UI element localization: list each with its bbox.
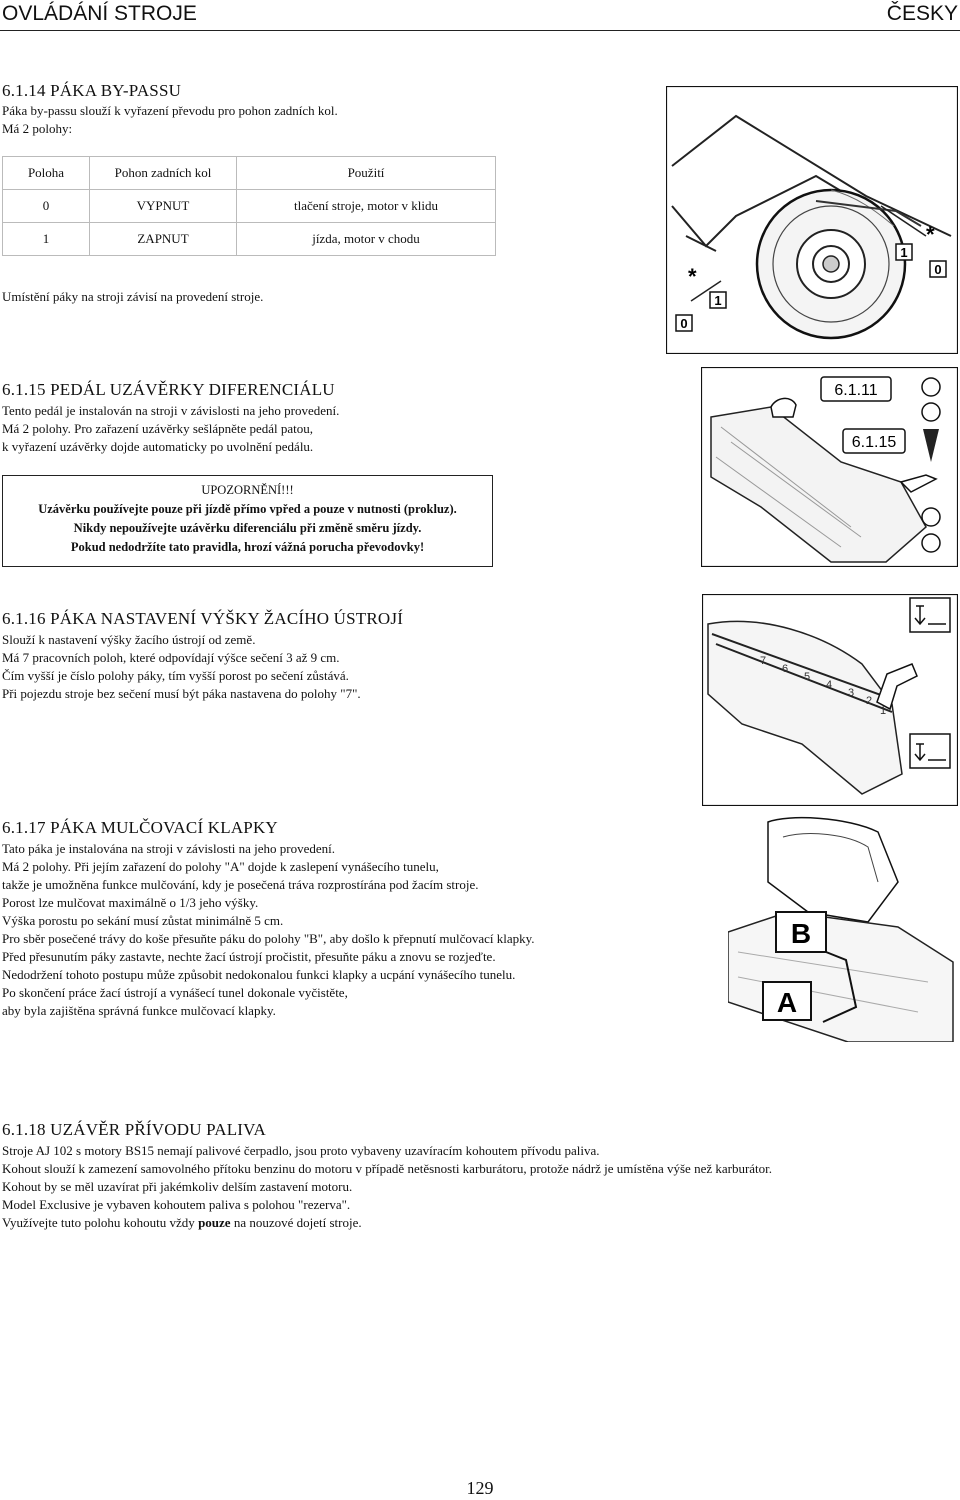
table-cell: VYPNUT [90,190,237,223]
section-6-1-15-title: 6.1.15 PEDÁL UZÁVĚRKY DIFERENCIÁLU [2,380,335,399]
text-line: Má 2 polohy. Pro zařazení uzávěrky sešlápněte pedál patou, [2,421,314,436]
header-language: ČESKY [886,2,958,25]
bypass-lever-figure [666,86,958,354]
scale-number: 2 [866,695,873,707]
table-cell: jízda, motor v chodu [237,223,496,256]
table-row [3,190,496,223]
label-6-1-11: 6.1.11 [834,382,878,399]
warning-line: Pokud nedodržíte tato pravidla, hrozí vážná porucha převodovky! [70,540,425,554]
table-cell: 1 [3,223,90,256]
scale-number: 6 [782,663,789,675]
text-line: Má 2 polohy: [2,121,73,136]
section-6-1-17-title: 6.1.17 PÁKA MULČOVACÍ KLAPKY [2,818,278,837]
fig-star-right: * [926,222,935,247]
text-line: Nedodržení tohoto postupu může způsobit nedokonalou funkci klapky a ucpání vynášecího tunelu. [2,967,516,982]
height-up-symbol [910,598,950,632]
section-6-1-14-title: 6.1.14 PÁKA BY-PASSU [2,81,182,100]
header-section-title: OVLÁDÁNÍ STROJE [2,2,197,25]
text-line: Má 2 polohy. Při jejím zařazení do polohy "A" dojde k zaslepení vynášecího tunelu, [2,859,439,874]
height-down-symbol [910,734,950,768]
section-6-1-15-text [2,402,339,456]
diff-lock-pedal-figure [701,367,958,567]
table-header-cell: Pohon zadních kol [90,157,237,190]
table-header-cell: Poloha [3,157,90,190]
seat [768,818,898,922]
text-line: Po skončení práce žací ústrojí a vynášecí tunel dokonale vyčistěte, [2,985,348,1000]
fig-label-a: A [776,987,798,1018]
text-line: Slouží k nastavení výšky žacího ústrojí od země. [2,632,256,647]
table-row [3,223,496,256]
scale-number: 3 [848,687,855,699]
bypass-note: Umístění páky na stroji závisí na provedení stroje. [2,289,264,304]
section-6-1-18-title: 6.1.18 UZÁVĚR PŘÍVODU PALIVA [2,1120,266,1139]
fig-star-left: * [688,264,697,289]
text-run-bold: pouze [198,1215,231,1230]
scale-number: 4 [826,679,833,691]
bypass-positions-table [2,156,496,256]
header-rule [0,30,960,31]
section-6-1-18-text [2,1142,772,1232]
indicator-icon [922,378,940,396]
fig-label-1: 1 [714,293,722,308]
section-6-1-17-text [2,840,535,1020]
text-line: takže je umožněna funkce mulčování, kdy je posečená tráva rozprostírána pod žacím stroje. [2,877,479,892]
text-line: Model Exclusive je vybaven kohoutem paliva s polohou "rezerva". [2,1197,351,1212]
text-line: Před přesunutím páky zastavte, nechte žací ústrojí pročistit, přesuňte páku a znovu se rozjeďte. [2,949,496,964]
scale-number: 7 [760,655,767,667]
section-6-1-16-title: 6.1.16 PÁKA NASTAVENÍ VÝŠKY ŽACÍHO ÚSTROJÍ [2,609,404,628]
table-cell: 0 [3,190,90,223]
table-header-cell: Použití [237,157,496,190]
text-line [2,1214,772,1232]
indicator-icon [922,403,940,421]
text-line: Kohout by se měl uzavírat při jakémkoliv delším zastavení motoru. [2,1179,353,1194]
fig-label-b: B [790,918,812,949]
mulching-lever-figure [728,812,958,1042]
warning-title: UPOZORNĚNÍ!!! [201,483,294,497]
label-6-1-15: 6.1.15 [851,434,897,451]
text-run: na nouzové dojetí stroje. [230,1215,362,1230]
section-6-1-16-text [2,631,361,703]
text-run: Využívejte tuto polohu kohoutu vždy [2,1215,199,1230]
text-line: Porost lze mulčovat maximálně o 1/3 jeho výšky. [2,895,259,910]
text-line: Kohout slouží k zamezení samovolného přítoku benzinu do motoru v případě netěsnosti karburátoru, protože nádrž je umístěna výše než karburátor. [2,1161,773,1176]
text-line: Pro sběr posečené trávy do koše přesuňte páku do polohy "B", aby došlo k přepnutí mulčovací klapky. [2,931,535,946]
table-cell: tlačení stroje, motor v klidu [237,190,496,223]
fig-label-0: 0 [680,316,688,331]
text-line: aby byla zajištěna správná funkce mulčovací klapky. [2,1003,276,1018]
indicator-icon [922,508,940,526]
text-line: Čím vyšší je číslo polohy páky, tím vyšší porost po sečení zůstává. [2,668,349,683]
scale-number: 5 [804,671,811,683]
text-line: Stroje AJ 102 s motory BS15 nemají palivové čerpadlo, jsou proto vybaveny uzavíracím kohoutem přívodu paliva. [2,1143,600,1158]
table-cell: ZAPNUT [90,223,237,256]
fig-label-0-right: 0 [934,262,942,277]
scale-number: 1 [880,705,887,717]
warning-line: Nikdy nepoužívejte uzávěrku diferenciálu při změně směru jízdy. [73,521,422,535]
text-line: k vyřazení uzávěrky dojde automaticky po uvolnění pedálu. [2,439,314,454]
text-line: Při pojezdu stroje bez sečení musí být páka nastavena do polohy "7". [2,686,361,701]
warning-line: Uzávěrku používejte pouze při jízdě přímo vpřed a pouze v nutnosti (prokluz). [38,502,457,516]
body-panel [728,912,953,1042]
info-icon [922,534,940,552]
text-line: Má 7 pracovních poloh, které odpovídají výšce sečení 3 až 9 cm. [2,650,340,665]
table-header-row [3,157,496,190]
fig-label-1-right: 1 [900,245,908,260]
height-lever-figure [702,594,958,806]
text-line: Výška porostu po sekání musí zůstat minimálně 5 cm. [2,913,284,928]
text-line: Páka by-passu slouží k vyřazení převodu pro pohon zadních kol. [2,103,338,118]
text-line: Tento pedál je instalován na stroji v závislosti na jeho provedení. [2,403,340,418]
section-6-1-14-text [2,102,338,138]
warning-box [2,475,493,567]
page-number: 129 [466,1478,494,1498]
text-line: Tato páka je instalována na stroji v závislosti na jeho provedení. [2,841,336,856]
pedal-6-1-11 [771,398,796,417]
wheel-axle [823,256,839,272]
